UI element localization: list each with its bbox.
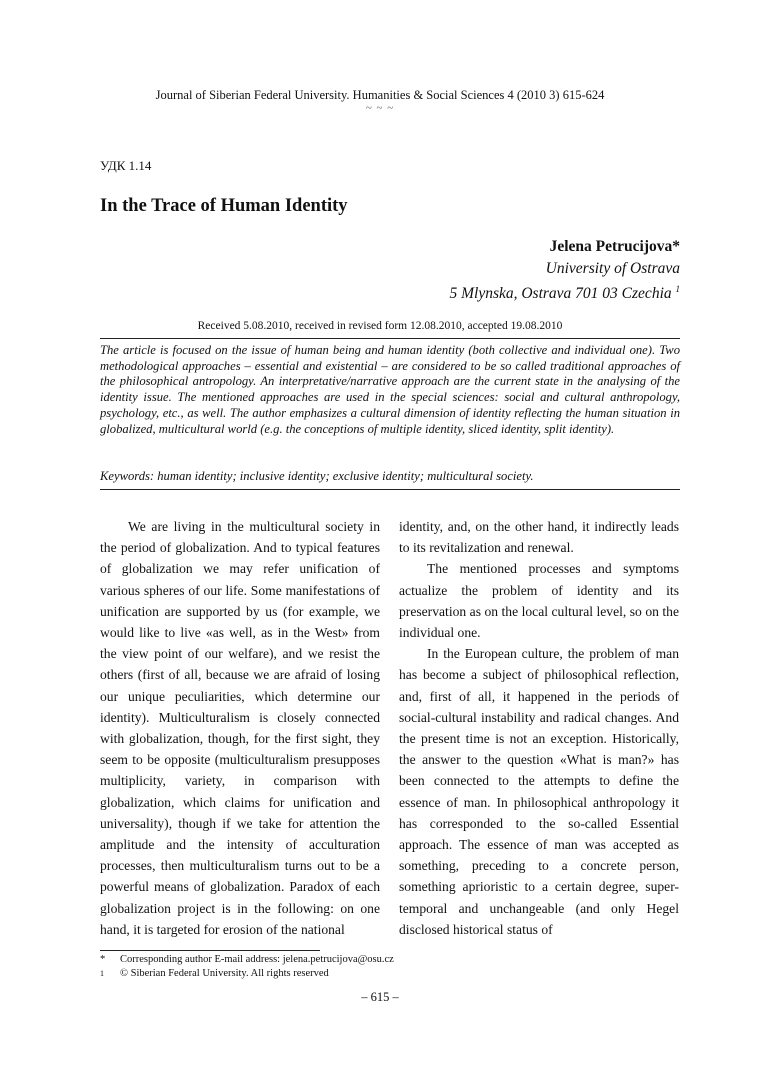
body-paragraph: We are living in the multicultural society in the period of globalization. And to typical features of globalization we may refer unification of various spheres of our life. Some manifestations of unification are supported by us (for example, we would like to live «as well, as in the West» from the view point of our welfare), and we resist the others (first of all, because we are afraid of losing our unique peculiarities, which determine our identity). Multiculturalism is closely connected with globalization, though, for the first sight, they seem to be opposite (multiculturalism presupposes multiplicity, variety, in comparison with globalization, which claims for unification and universality), though if we take for attention the amplitude and the intensity of acculturation processes, then multiculturalism turns out to be a powerful means of globalization. Paradox of each globalization project is in the following: on one hand, it is targeted for erosion of the national [100, 519, 380, 937]
abstract: The article is focused on the issue of human being and human identity (both collective and individual one). Two methodological approaches – essential and existential – are considered to be so called traditional approaches of the philosophical antropology. An interpretative/narrative approach are the current state in the analysing of the identity issue. The mentioned approaches are used in the special sciences: social and cultural anthropology, psychology, etc., as well. The author emphasizes a cultural dimension of identity reflecting the human situation in globalized, multicultural world (e.g. the conceptions of multiple identity, sliced identity, split identity). [100, 343, 680, 436]
left-column [100, 516, 380, 940]
body-paragraph: The mentioned processes and symptoms actualize the problem of identity and its preservation as on the local cultural level, so on the individual one. [399, 561, 679, 641]
keywords: Keywords: human identity; inclusive identity; exclusive identity; multicultural society. [100, 469, 534, 483]
footnote-rule [100, 950, 320, 951]
author-affiliation: University of Ostrava [545, 260, 680, 277]
footnote-mark: 1 [100, 969, 104, 978]
footnote [100, 953, 394, 967]
footnote-text: Corresponding author E-mail address: jelena.petrucijova@osu.cz [120, 954, 394, 965]
right-column [399, 516, 679, 940]
received-dates: Received 5.08.2010, received in revised form 12.08.2010, accepted 19.08.2010 [197, 320, 563, 332]
author-block [449, 236, 680, 304]
footnote-mark: * [100, 954, 106, 965]
footnotes [100, 953, 394, 981]
address-footnote-mark: 1 [675, 284, 680, 294]
header-ornament: ~ ~ ~ [365, 102, 395, 114]
footnote [100, 967, 394, 981]
author-name: Jelena Petrucijova* [549, 238, 680, 255]
body-paragraph: In the European culture, the problem of man has become a subject of philosophical reflection, and, first of all, it happened in the periods of social-cultural instability and radical changes. And the present time is not an exception. Historically, the answer to the question «What is man?» has been connected to the attempts to define the essence of man. In philosophical anthropology it has corresponded to the so-called Essential approach. The essence of man was accepted as something, preceding to a concrete person, something aprioristic to a certain degree, super-temporal and unchangeable (and only Hegel disclosed historical status of [399, 646, 679, 937]
udk-code: УДК 1.14 [100, 158, 152, 173]
page-number: – 615 – [361, 990, 399, 1004]
journal-header: Journal of Siberian Federal University. Humanities & Social Sciences 4 (2010 3) 615-624 [155, 88, 605, 102]
abstract-bottom-rule [100, 489, 680, 490]
author-address [449, 279, 680, 304]
article-title: In the Trace of Human Identity [100, 196, 348, 216]
author-address-text: 5 Mlynska, Ostrava 701 03 Czechia [449, 285, 672, 303]
abstract-top-rule [100, 338, 680, 339]
footnote-text: © Siberian Federal University. All rights reserved [120, 968, 329, 979]
body-paragraph-continued: identity, and, on the other hand, it indirectly leads to its revitalization and renewal. [399, 519, 679, 556]
